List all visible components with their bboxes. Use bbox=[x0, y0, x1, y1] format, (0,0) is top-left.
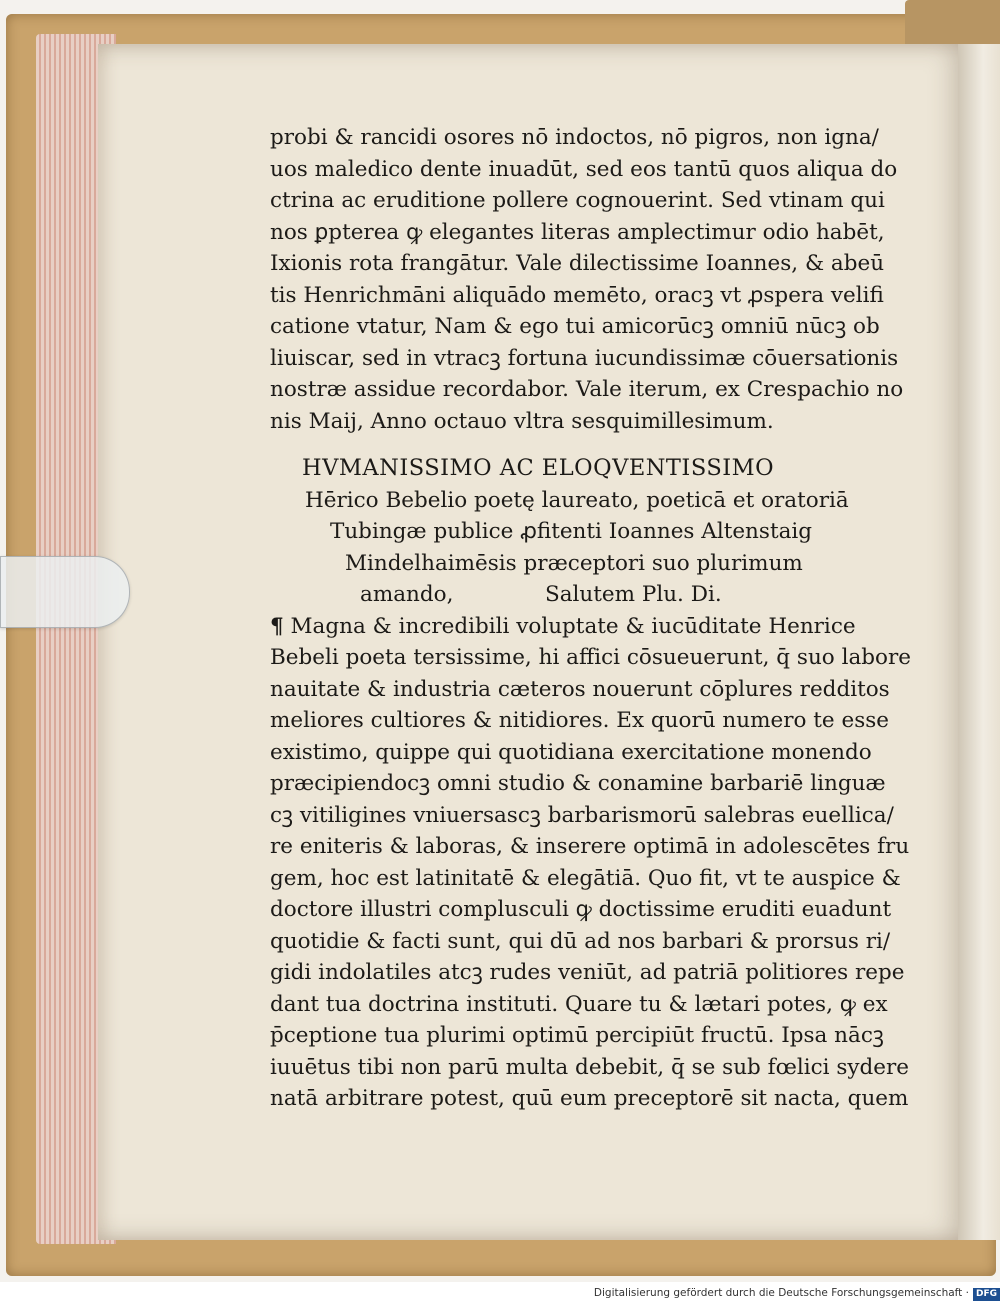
text-line: tis Henrichmāni aliquādo memēto, oracꝫ vt ꝓspera velifi bbox=[270, 282, 884, 308]
text-line: doctore illustri complusculi ꝙ doctissime eruditi euadunt bbox=[270, 897, 892, 922]
text-line: meliores cultiores & nitidiores. Ex quorū numero te esse bbox=[270, 708, 890, 733]
text-line: probi & rancidi osores nō indoctos, nō pigros, non igna/ bbox=[270, 125, 879, 150]
text-line: nostræ assidue recordabor. Vale iterum, ex Crespachio no bbox=[270, 377, 904, 402]
page-clip bbox=[0, 556, 130, 628]
dedication-heading bbox=[270, 453, 890, 611]
dedication-line bbox=[270, 579, 890, 611]
paragraph-letter-body bbox=[270, 642, 911, 1115]
footer-text: Digitalisierung gefördert durch die Deutsche Forschungsgemeinschaft · bbox=[593, 1287, 969, 1299]
book-gutter bbox=[958, 44, 1000, 1240]
dedication-left: amando, bbox=[360, 582, 454, 607]
text-line: nauitate & industria cæteros nouerunt cōplures redditos bbox=[270, 676, 890, 702]
text-line: gidi indolatiles atcꝫ rudes veniūt, ad patriā politiores repe bbox=[270, 960, 905, 985]
text-line: uos maledico dente inuadūt, sed eos tantū quos aliqua do bbox=[270, 156, 898, 182]
text-line: ctrina ac eruditione pollere cognouerint. Sed vtinam qui bbox=[270, 188, 885, 213]
digitization-footer bbox=[560, 1284, 1000, 1302]
paragraph-letter-closing bbox=[270, 122, 904, 437]
text-line: existimo, quippe qui quotidiana exercitatione monendo bbox=[270, 739, 872, 765]
heading-line: Tubingæ publice ꝓfitenti Ioannes Altenstaig bbox=[330, 519, 813, 544]
text-line: liuiscar, sed in vtracꝫ fortuna iucundissimæ cōuersationis bbox=[270, 345, 899, 371]
text-line: iuuētus tibi non parū multa debebit, q̄ se sub fœlici sydere bbox=[270, 1054, 910, 1080]
paragraph-first-line bbox=[270, 611, 890, 643]
pilcrow-mark: ¶ bbox=[270, 613, 284, 639]
text-line: dant tua doctrina instituti. Quare tu & lætari potes, ꝙ ex bbox=[270, 991, 888, 1017]
heading-line: HVMANISSIMO AC ELOQVENTISSIMO bbox=[302, 455, 775, 481]
text-line: nos ꝑpterea ꝙ elegantes literas amplectimur odio habēt, bbox=[270, 219, 885, 245]
text-line: cꝫ vitiligines vniuersascꝫ barbarismorū salebras euellica/ bbox=[270, 802, 894, 828]
text-line: natā arbitrare potest, quū eum preceptorē sit nacta, quem bbox=[270, 1086, 909, 1111]
salutation: Salutem Plu. Di. bbox=[545, 582, 722, 607]
text-line: quotidie & facti sunt, qui dū ad nos barbari & prorsus ri/ bbox=[270, 928, 891, 954]
text-line: catione vtatur, Nam & ego tui amicorūcꝫ omniū nūcꝫ ob bbox=[270, 314, 880, 339]
text-line: re eniteris & laboras, & inserere optimā in adolescētes fru bbox=[270, 834, 910, 859]
heading-line: Hērico Bebelio poetę laureato, poeticā et oratoriā bbox=[305, 487, 849, 513]
text-line: Bebeli poeta tersissime, hi affici cōsueuerunt, q̄ suo labore bbox=[270, 645, 911, 670]
page-text bbox=[270, 122, 911, 1115]
dfg-logo: DFG bbox=[973, 1288, 1000, 1301]
text-line: Ixionis rota frangātur. Vale dilectissime Ioannes, & abeū bbox=[270, 251, 885, 276]
text-line: gem, hoc est latinitatē & elegātiā. Quo fit, vt te auspice & bbox=[270, 865, 901, 891]
text-line: nis Maij, Anno octauo vltra sesquimillesimum. bbox=[270, 408, 774, 434]
first-line-text: Magna & incredibili voluptate & iucūditate Henrice bbox=[290, 613, 856, 639]
text-line: præcipiendocꝫ omni studio & conamine barbariē linguæ bbox=[270, 771, 886, 796]
text-line: p̄ceptione tua plurimi optimū percipiūt fructū. Ipsa nācꝫ bbox=[270, 1023, 884, 1048]
heading-line: Mindelhaimēsis præceptori suo plurimum bbox=[345, 550, 803, 576]
